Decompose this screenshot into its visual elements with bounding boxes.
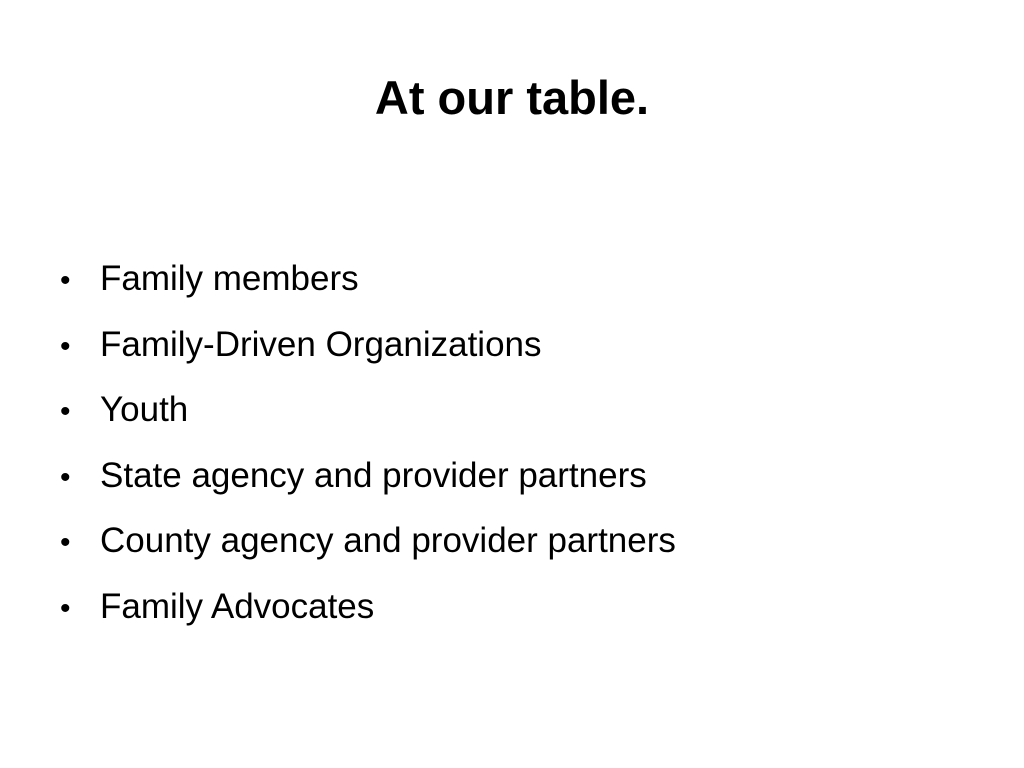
list-item-text: Youth xyxy=(100,390,189,430)
bullet-icon: • xyxy=(60,329,71,363)
list-item-text: State agency and provider partners xyxy=(100,455,647,495)
list-item-text: County agency and provider partners xyxy=(100,521,676,561)
bullet-icon: • xyxy=(60,395,71,429)
list-item xyxy=(60,508,676,574)
slide-title: At our table. xyxy=(374,71,650,124)
bullet-icon: • xyxy=(60,460,71,494)
list-item-text: Family members xyxy=(100,259,359,298)
bullet-icon: • xyxy=(60,264,71,297)
list-item xyxy=(60,246,676,312)
bullet-list xyxy=(60,246,676,640)
bullet-icon: • xyxy=(60,591,71,625)
list-item xyxy=(60,312,676,378)
list-item-text: Family-Driven Organizations xyxy=(100,324,542,364)
bullet-icon: • xyxy=(60,526,71,560)
list-item xyxy=(60,443,676,509)
list-item xyxy=(60,377,676,443)
list-item-text: Family Advocates xyxy=(100,586,375,626)
list-item xyxy=(60,574,676,640)
